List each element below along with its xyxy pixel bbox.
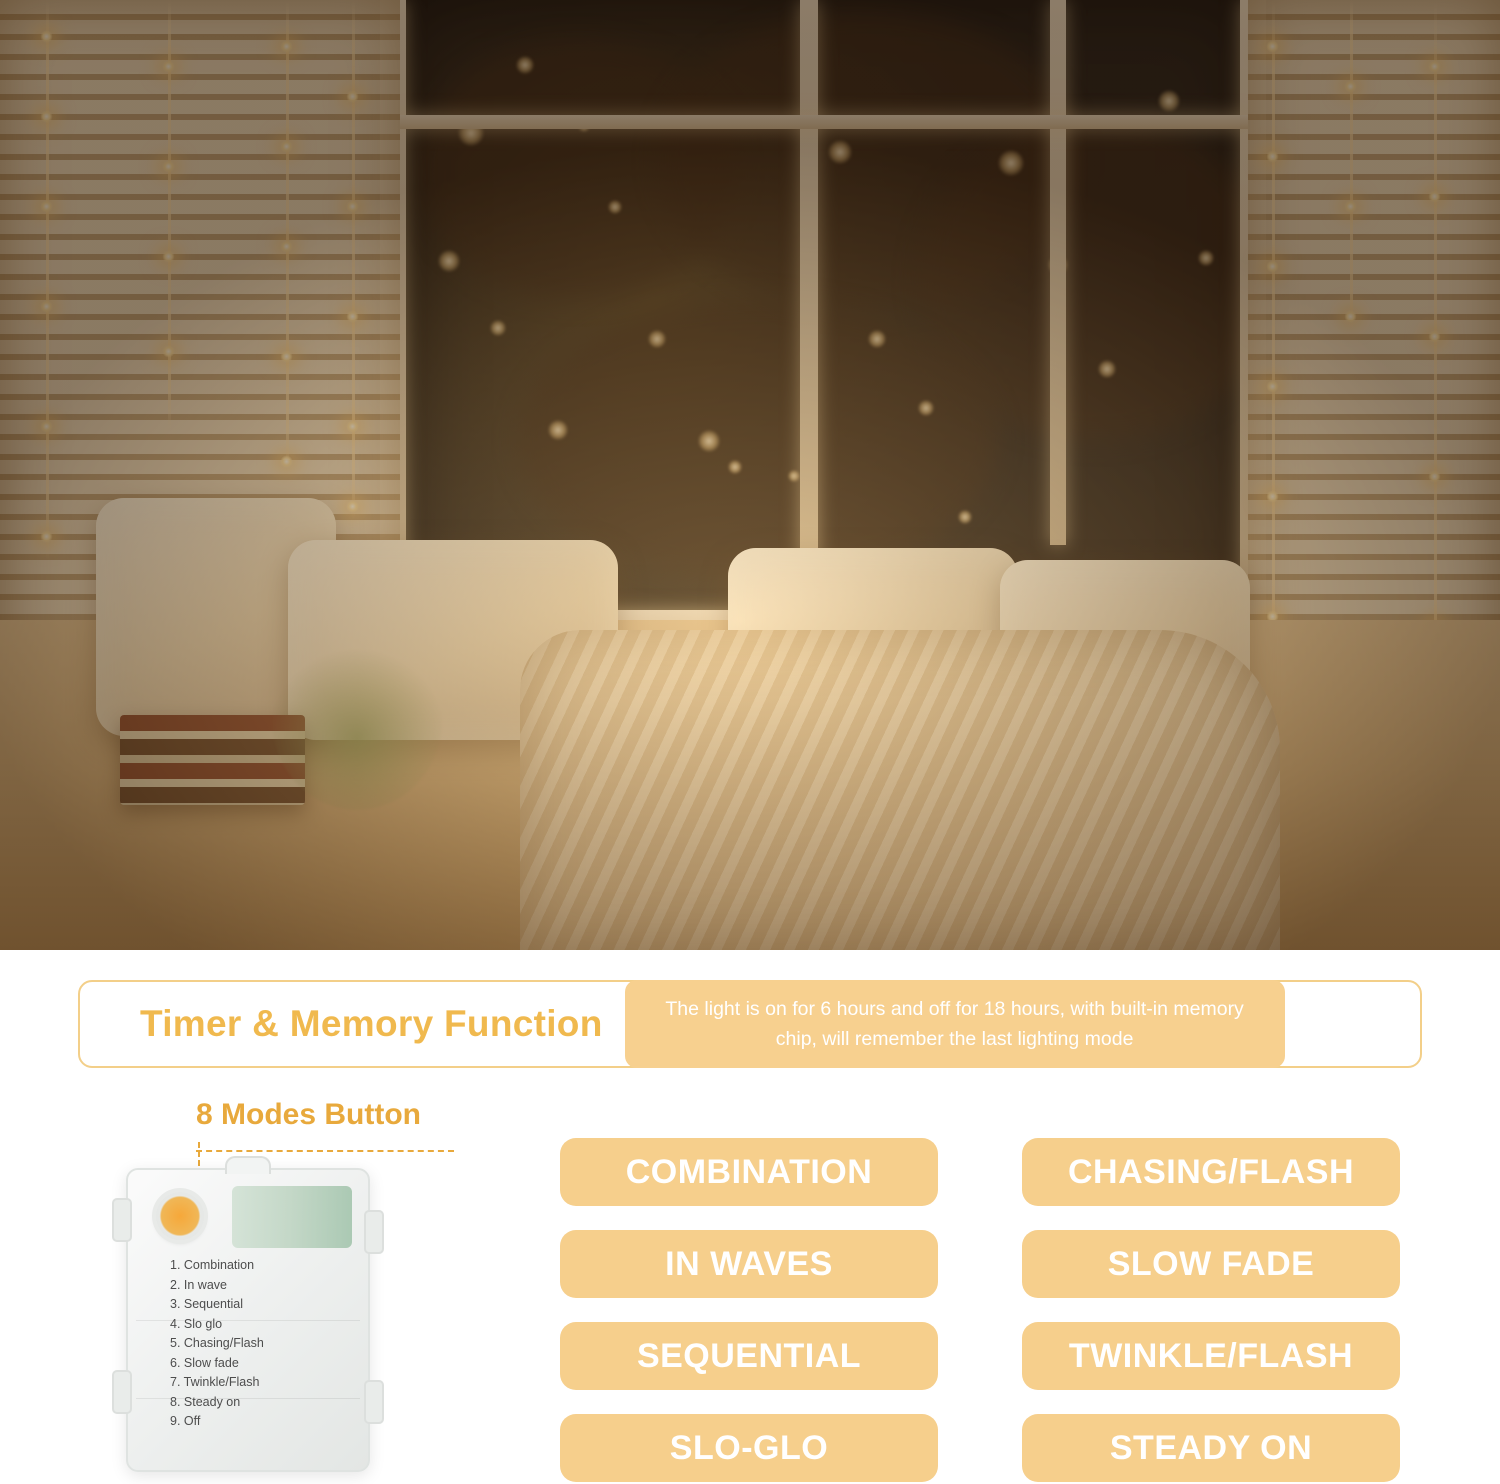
led-bulb [280,240,293,253]
battery-box-clip [112,1370,132,1414]
led-bulb [1266,150,1279,163]
led-bulb [1428,470,1441,483]
led-bulb [280,350,293,363]
led-bulb [346,500,359,513]
led-bulb [40,110,53,123]
led-bulb [1428,190,1441,203]
bokeh-light [728,460,742,474]
led-bulb [346,310,359,323]
mode-list-item: 7. Twinkle/Flash [170,1375,260,1389]
mode-chip-sequential[interactable]: SEQUENTIAL [560,1322,938,1390]
light-strand [1350,0,1353,330]
mode-chip-slow-fade[interactable]: SLOW FADE [1022,1230,1400,1298]
info-panel [0,950,1500,1484]
mode-list [170,1256,264,1432]
bokeh-light [998,150,1024,176]
led-bulb [1344,80,1357,93]
window-mullion-horizontal [398,115,1250,129]
mode-chip-twinkle-flash[interactable]: TWINKLE/FLASH [1022,1322,1400,1390]
page-title: Timer & Memory Function [140,1003,603,1044]
led-bulb [1266,380,1279,393]
led-bulb [1428,330,1441,343]
window-mullion-vertical [1050,0,1066,545]
led-bulb [280,455,293,468]
led-bulb [162,345,175,358]
mode-list-item: 3. Sequential [170,1297,243,1311]
timer-memory-header [78,980,1422,1068]
battery-box-latch [225,1156,271,1174]
bokeh-light [648,330,666,348]
mode-chip-slo-glo[interactable]: SLO-GLO [560,1414,938,1482]
battery-box [126,1168,370,1472]
led-bulb [40,300,53,313]
battery-box-clip [112,1198,132,1242]
mode-list-item: 6. Slow fade [170,1355,239,1370]
led-bulb [1344,310,1357,323]
light-strand [1272,0,1275,700]
battery-cells [232,1186,352,1248]
led-bulb [40,530,53,543]
bokeh-light [1158,90,1180,112]
mode-chip-in-waves[interactable]: IN WAVES [560,1230,938,1298]
led-bulb [1266,40,1279,53]
dried-flower-plant [272,630,442,810]
battery-box-clip [364,1210,384,1254]
mode-list-item: 9. Off [170,1414,201,1428]
mode-chip-grid [560,1138,1400,1482]
mode-list-item: 5. Chasing/Flash [170,1336,264,1350]
bokeh-light [868,330,886,348]
bokeh-light [698,430,720,452]
led-bulb [162,60,175,73]
mode-chip-chasing-flash[interactable]: CHASING/FLASH [1022,1138,1400,1206]
modes-button-label: 8 Modes Button [196,1098,421,1131]
mode-chip-combination[interactable]: COMBINATION [560,1138,938,1206]
bokeh-light [958,510,972,524]
tree-silhouette [518,300,998,580]
battery-box-clip [364,1380,384,1424]
led-bulb [1266,260,1279,273]
led-bulb [40,200,53,213]
led-bulb [280,40,293,53]
bokeh-light [438,250,460,272]
bokeh-light [516,56,534,74]
light-strand [352,0,355,520]
mode-list-item: 4. Slo glo [170,1316,223,1331]
mode-list-item: 2. In wave [170,1277,227,1292]
led-bulb [280,140,293,153]
mode-button[interactable] [156,1192,204,1240]
mode-list-item: 8. Steady on [170,1394,241,1409]
bokeh-light [1098,360,1116,378]
led-bulb [162,250,175,263]
light-strand [46,0,49,560]
light-strand [286,0,289,470]
knit-blanket [520,630,1280,950]
led-bulb [162,160,175,173]
bokeh-light [548,420,568,440]
led-bulb [40,420,53,433]
timer-memory-note: The light is on for 6 hours and off for 18 hours, with built-in memory chip, will remember the last lighting mode [625,980,1285,1068]
led-bulb [1266,490,1279,503]
led-bulb [1344,200,1357,213]
led-bulb [346,200,359,213]
led-bulb [346,420,359,433]
bokeh-light [608,200,622,214]
bokeh-light [828,140,852,164]
callout-line-horizontal [196,1150,454,1152]
bokeh-light [918,400,934,416]
window-mullion-vertical [800,0,818,560]
bokeh-light [788,470,800,482]
bokeh-light [1198,250,1214,266]
led-bulb [346,90,359,103]
mode-chip-steady-on[interactable]: STEADY ON [1022,1414,1400,1482]
mode-list-item: 1. Combination [170,1258,255,1272]
bokeh-light [490,320,506,336]
led-bulb [1428,60,1441,73]
led-bulb [40,30,53,43]
